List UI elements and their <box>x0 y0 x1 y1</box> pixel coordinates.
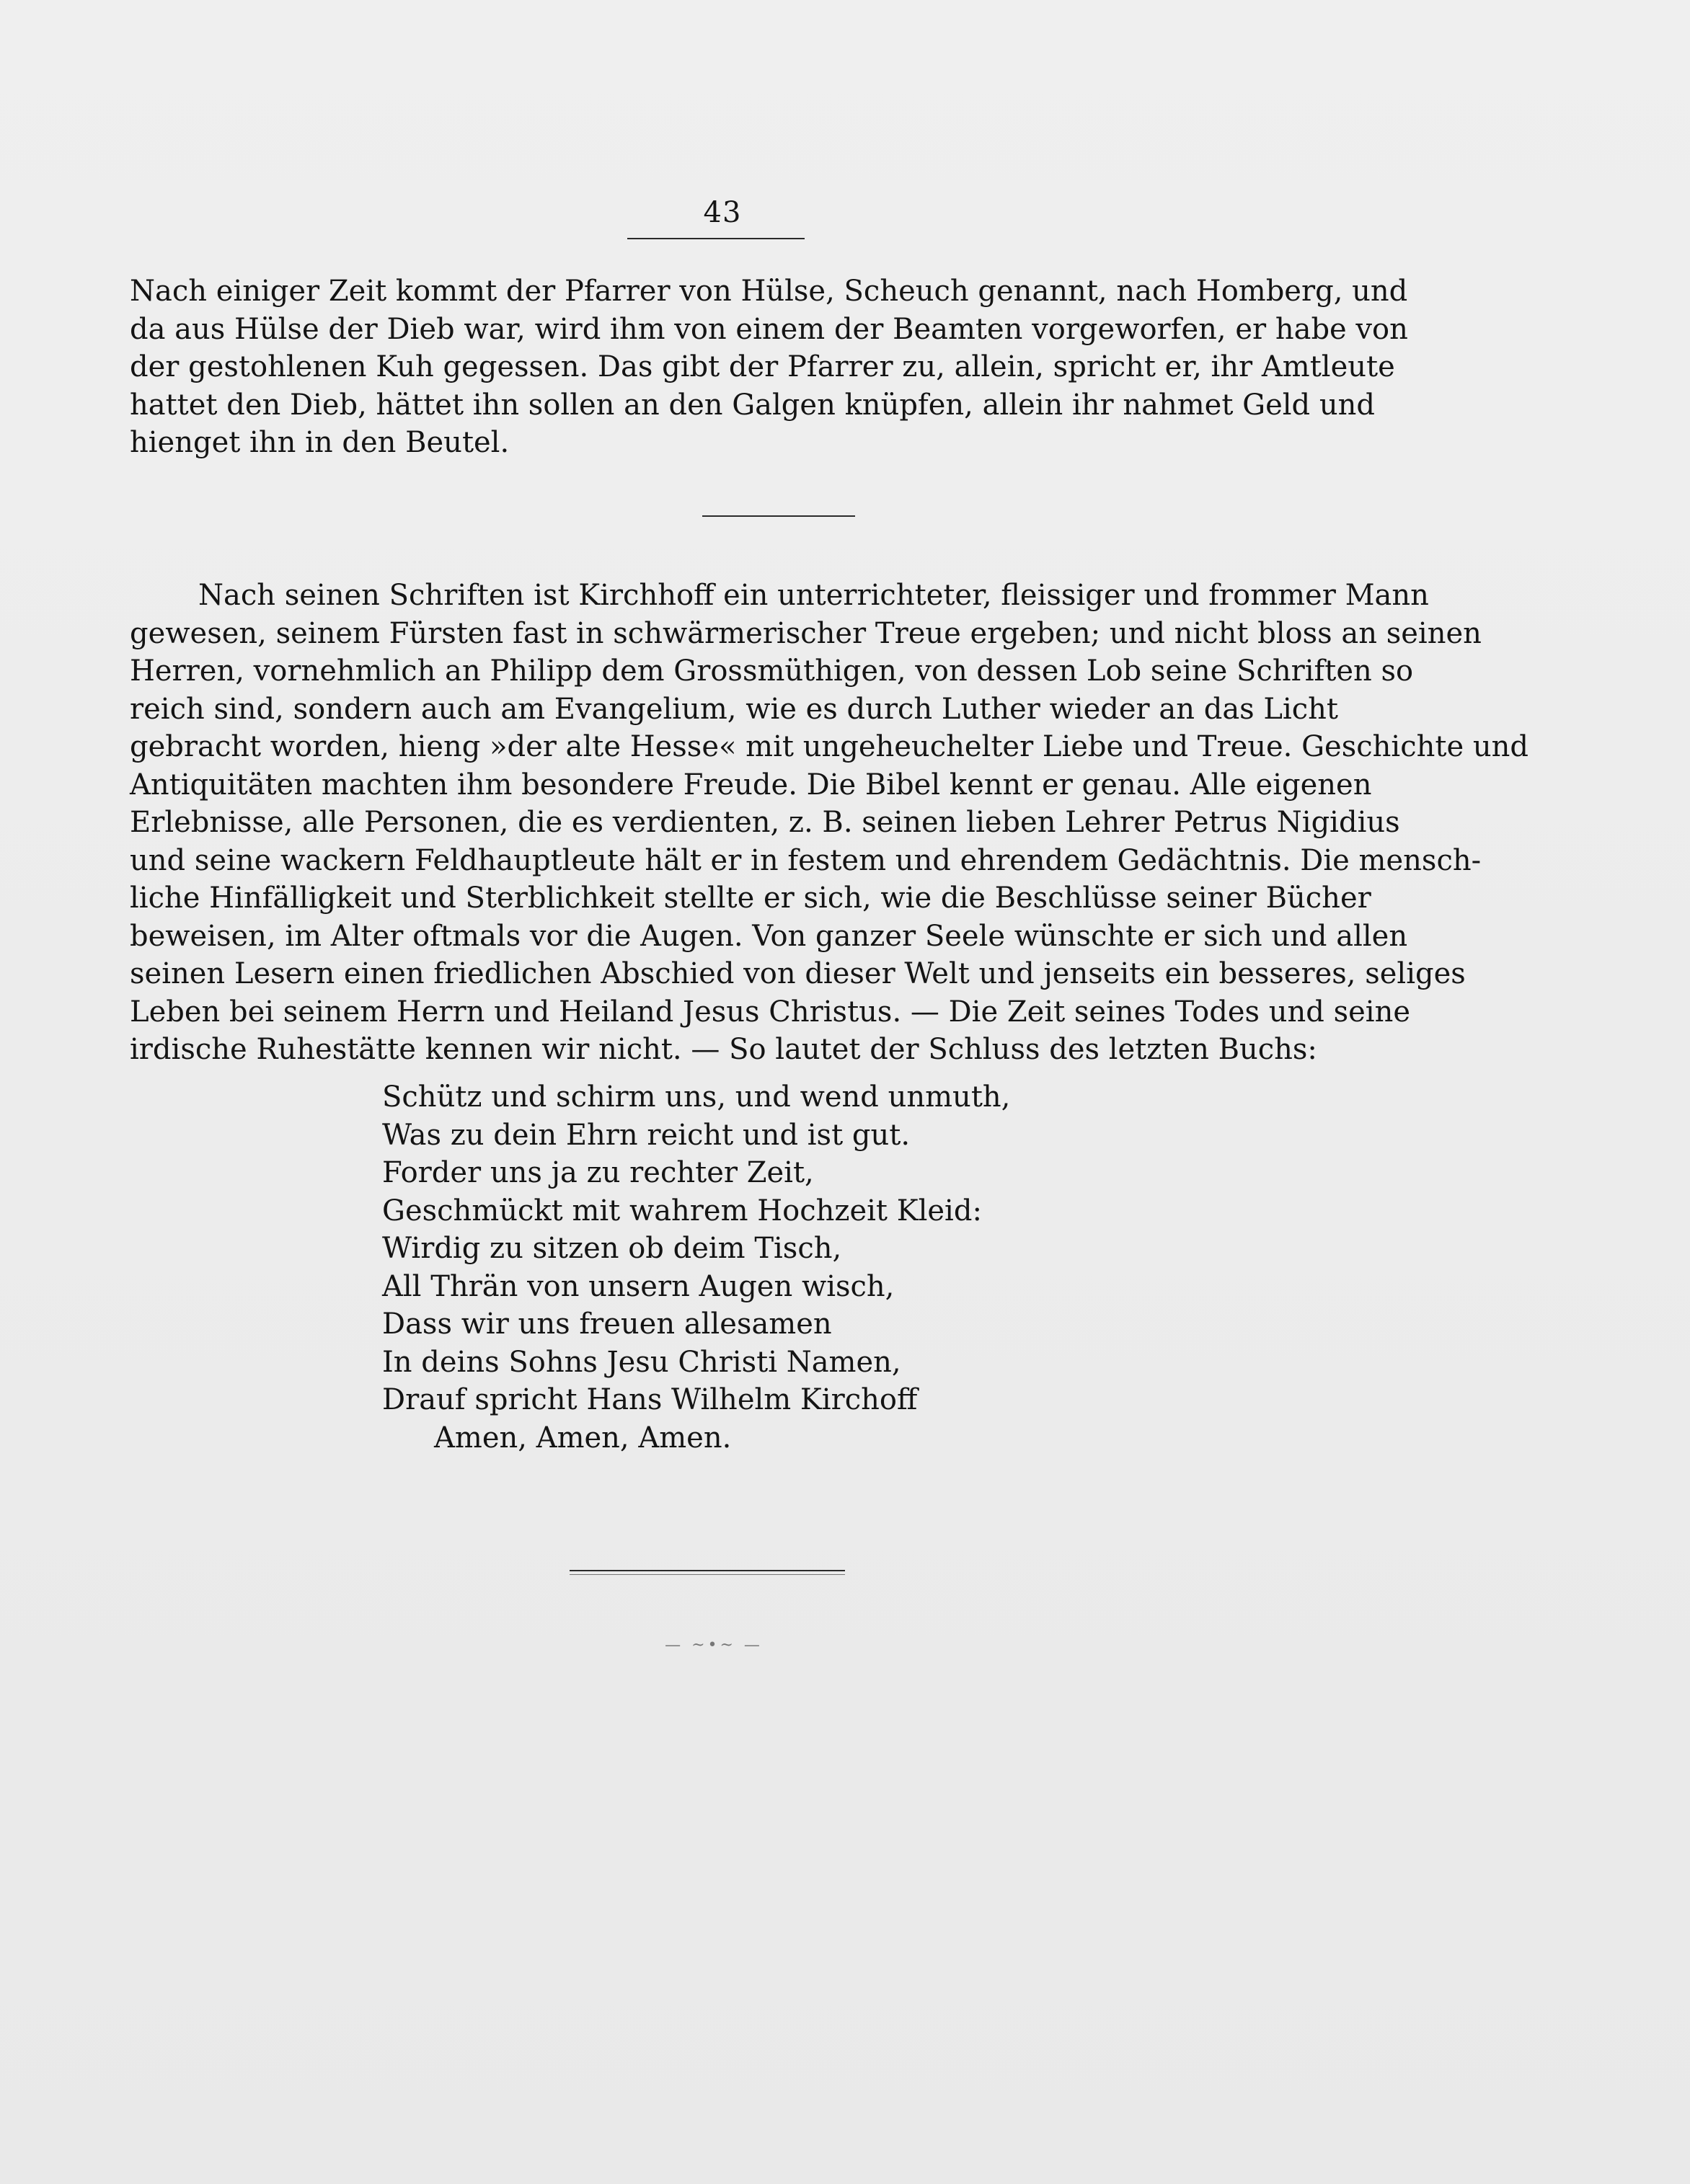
paragraph-2-line: reich sind, sondern auch am Evangelium, wie es durch Luther wieder an das Licht <box>130 692 1338 726</box>
end-rule-thin <box>570 1574 845 1575</box>
paragraph-2-line: liche Hinfälligkeit und Sterblichkeit stellte er sich, wie die Beschlüsse seiner Bücher <box>130 882 1371 915</box>
paragraph-2 <box>130 577 1528 1069</box>
end-rule <box>570 1570 845 1571</box>
paragraph-2-line: gewesen, seinem Fürsten fast in schwärmerischer Treue ergeben; und nicht bloss an seinen <box>130 616 1482 650</box>
paragraph-2-line: Erlebnisse, alle Personen, die es verdienten, z. B. seinen lieben Lehrer Petrus Nigidius <box>130 806 1400 839</box>
verse-line-amen: Amen, Amen, Amen. <box>434 1421 732 1455</box>
paragraph-1-line: Nach einiger Zeit kommt der Pfarrer von Hülse, Scheuch genannt, nach Homberg, und <box>130 275 1408 308</box>
page-number: 43 <box>703 196 742 229</box>
paragraph-2-line: beweisen, im Alter oftmals vor die Augen. Von ganzer Seele wünschte er sich und allen <box>130 919 1408 953</box>
verse-line: Drauf spricht Hans Wilhelm Kirchoff <box>382 1383 918 1416</box>
paragraph-2-line: Herren, vornehmlich an Philipp dem Grossmüthigen, von dessen Lob seine Schriften so <box>130 654 1414 688</box>
closing-verse <box>382 1078 1010 1457</box>
paragraph-2-line: gebracht worden, hieng »der alte Hesse« mit ungeheuchelter Liebe und Treue. Geschichte und <box>130 730 1528 763</box>
verse-line: All Thrän von unsern Augen wisch, <box>382 1269 895 1303</box>
verse-line: Geschmückt mit wahrem Hochzeit Kleid: <box>382 1194 982 1228</box>
paragraph-2-line: und seine wackern Feldhauptleute hält er in festem und ehrendem Gedächtnis. Die mensch- <box>130 843 1482 877</box>
header-rule <box>627 238 805 239</box>
paragraph-2-line: seinen Lesern einen friedlichen Abschied von dieser Welt und jenseits ein besseres, seliges <box>130 957 1466 990</box>
paragraph-1 <box>130 272 1408 462</box>
verse-line: Was zu dein Ehrn reicht und ist gut. <box>382 1118 911 1152</box>
paragraph-2-line: Antiquitäten machten ihm besondere Freude. Die Bibel kennt er genau. Alle eigenen <box>130 768 1372 802</box>
paragraph-1-line: da aus Hülse der Dieb war, wird ihm von einem der Beamten vorgeworfen, er habe von <box>130 312 1408 346</box>
paragraph-1-line: der gestohlenen Kuh gegessen. Das gibt der Pfarrer zu, allein, spricht er, ihr Amtleute <box>130 350 1395 383</box>
paragraph-2-line: Nach seinen Schriften ist Kirchhoff ein unterrichteter, fleissiger und frommer Mann <box>198 579 1429 612</box>
paragraph-1-line: hienget ihn in den Beutel. <box>130 426 510 459</box>
verse-line: Wirdig zu sitzen ob deim Tisch, <box>382 1232 842 1265</box>
paragraph-2-line: Leben bei seinem Herrn und Heiland Jesus Christus. — Die Zeit seines Todes und seine <box>130 995 1410 1029</box>
paragraph-1-line: hattet den Dieb, hättet ihn sollen an den Galgen knüpfen, allein ihr nahmet Geld und <box>130 388 1375 422</box>
verse-line: Schütz und schirm uns, und wend unmuth, <box>382 1080 1011 1114</box>
verse-line: Forder uns ja zu rechter Zeit, <box>382 1156 814 1189</box>
verse-line: Dass wir uns freuen allesamen <box>382 1308 832 1341</box>
end-ornament: — ~•~ — <box>665 1636 763 1654</box>
verse-line: In deins Sohns Jesu Christi Namen, <box>382 1345 901 1379</box>
section-divider <box>702 515 855 517</box>
paragraph-2-line: irdische Ruhestätte kennen wir nicht. — So lautet der Schluss des letzten Buchs: <box>130 1033 1317 1066</box>
